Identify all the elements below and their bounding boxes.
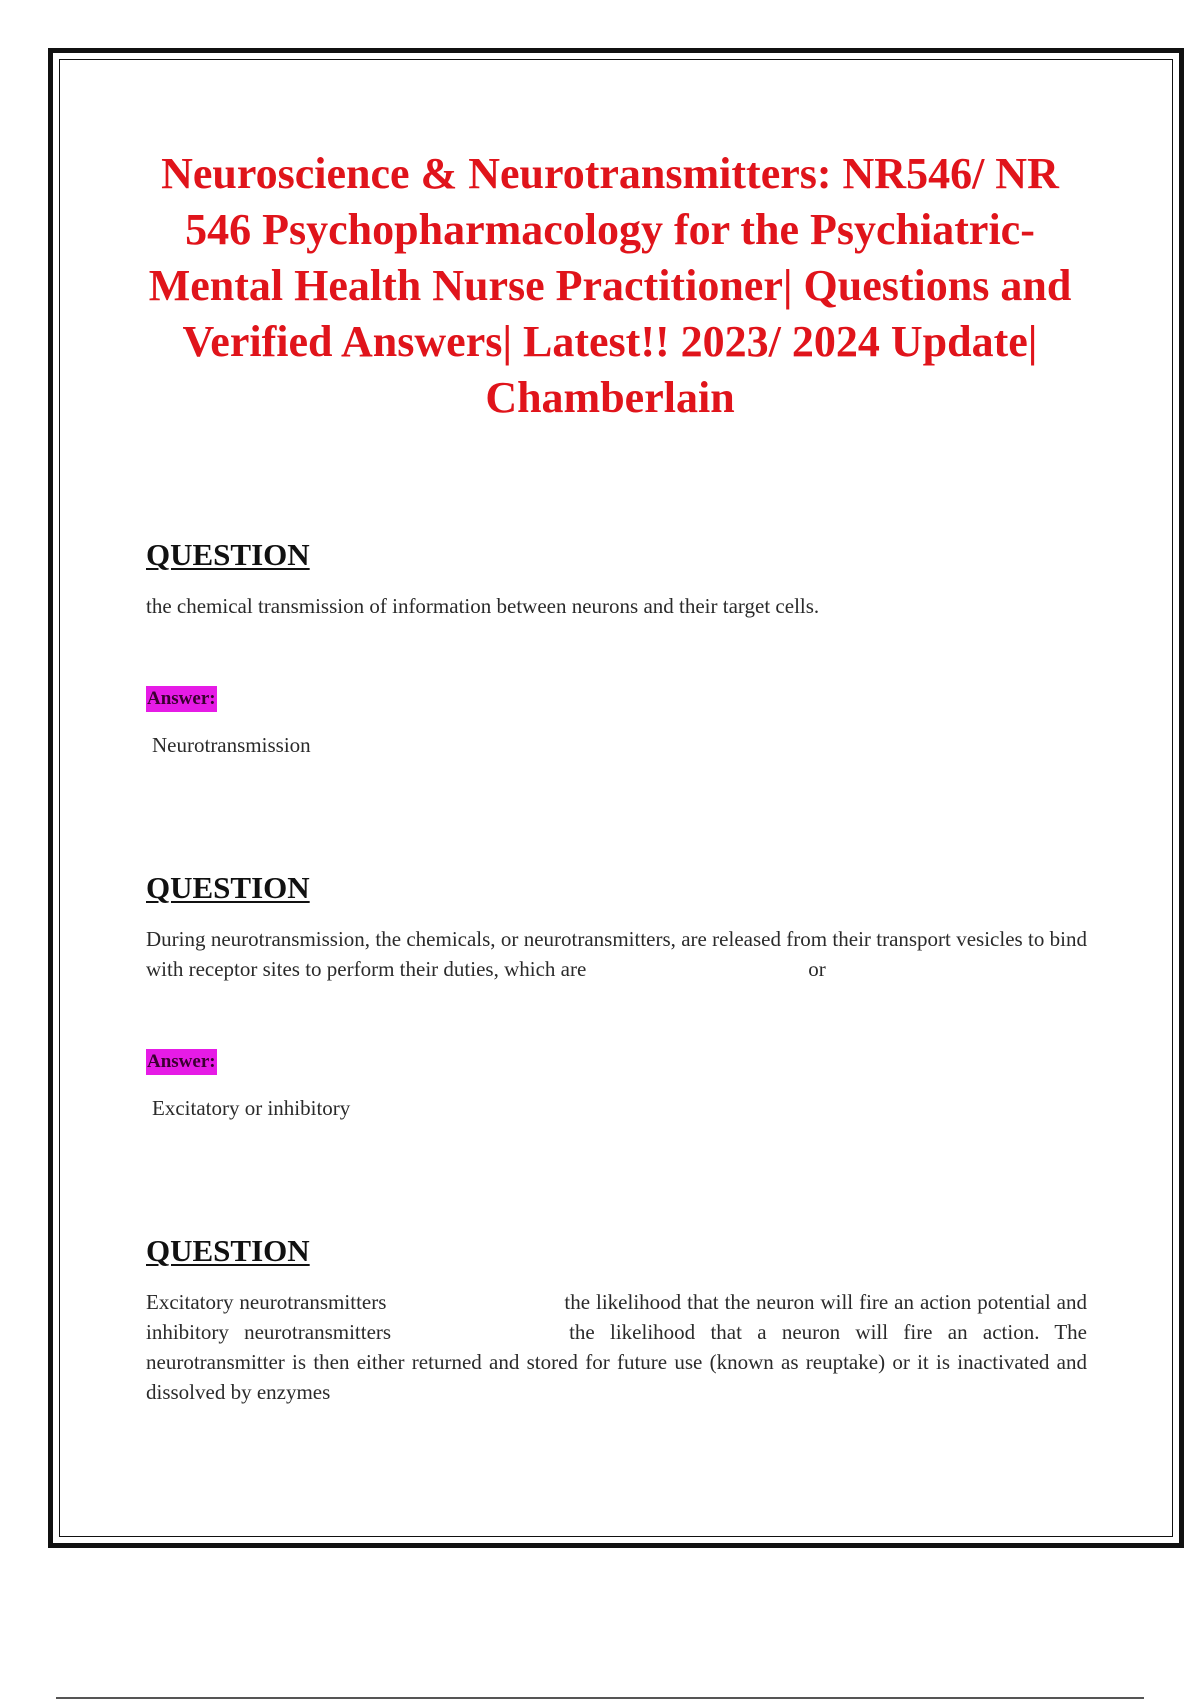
question-3-text-part1: Excitatory neurotransmitters bbox=[146, 1290, 387, 1314]
question-2-heading: QUESTION bbox=[146, 870, 310, 905]
question-2-text-part1: During neurotransmission, the chemicals, or neurotransmitters, are released from their transport vesicles to bind with receptor sites to perform their duties, which are bbox=[146, 927, 1087, 981]
question-3-heading: QUESTION bbox=[146, 1233, 310, 1268]
question-1-text: the chemical transmission of information between neurons and their target cells. bbox=[146, 594, 820, 618]
question-2-answer-label: Answer: bbox=[146, 1049, 217, 1075]
footer-rule bbox=[56, 1697, 1144, 1699]
question-2-answer: Excitatory or inhibitory bbox=[152, 1096, 351, 1120]
question-1-heading: QUESTION bbox=[146, 537, 310, 572]
question-3-text bbox=[146, 1287, 1087, 1407]
question-1-answer-label: Answer: bbox=[146, 686, 217, 712]
question-2-text-part2: or bbox=[808, 957, 826, 981]
question-2-text bbox=[146, 924, 1087, 984]
document-title: Neuroscience & Neurotransmitters: NR546/ NR 546 Psychopharmacology for the Psychiatric-Mental Health Nurse Practitioner| Questions and Verified Answers| Latest!! 2023/ 2024 Update| Chamberlain bbox=[148, 149, 1072, 422]
question-3-text-part2: the likelihood that the neuron will fire an action potential and inhibitory neurotransmitters bbox=[146, 1290, 1087, 1344]
question-3-text-part3: the likelihood that a neuron will fire an action. The neurotransmitter is then either returned and stored for future use (known as reuptake) or it is inactivated and dissolved by enzymes bbox=[146, 1320, 1087, 1404]
question-1-answer: Neurotransmission bbox=[152, 733, 311, 757]
